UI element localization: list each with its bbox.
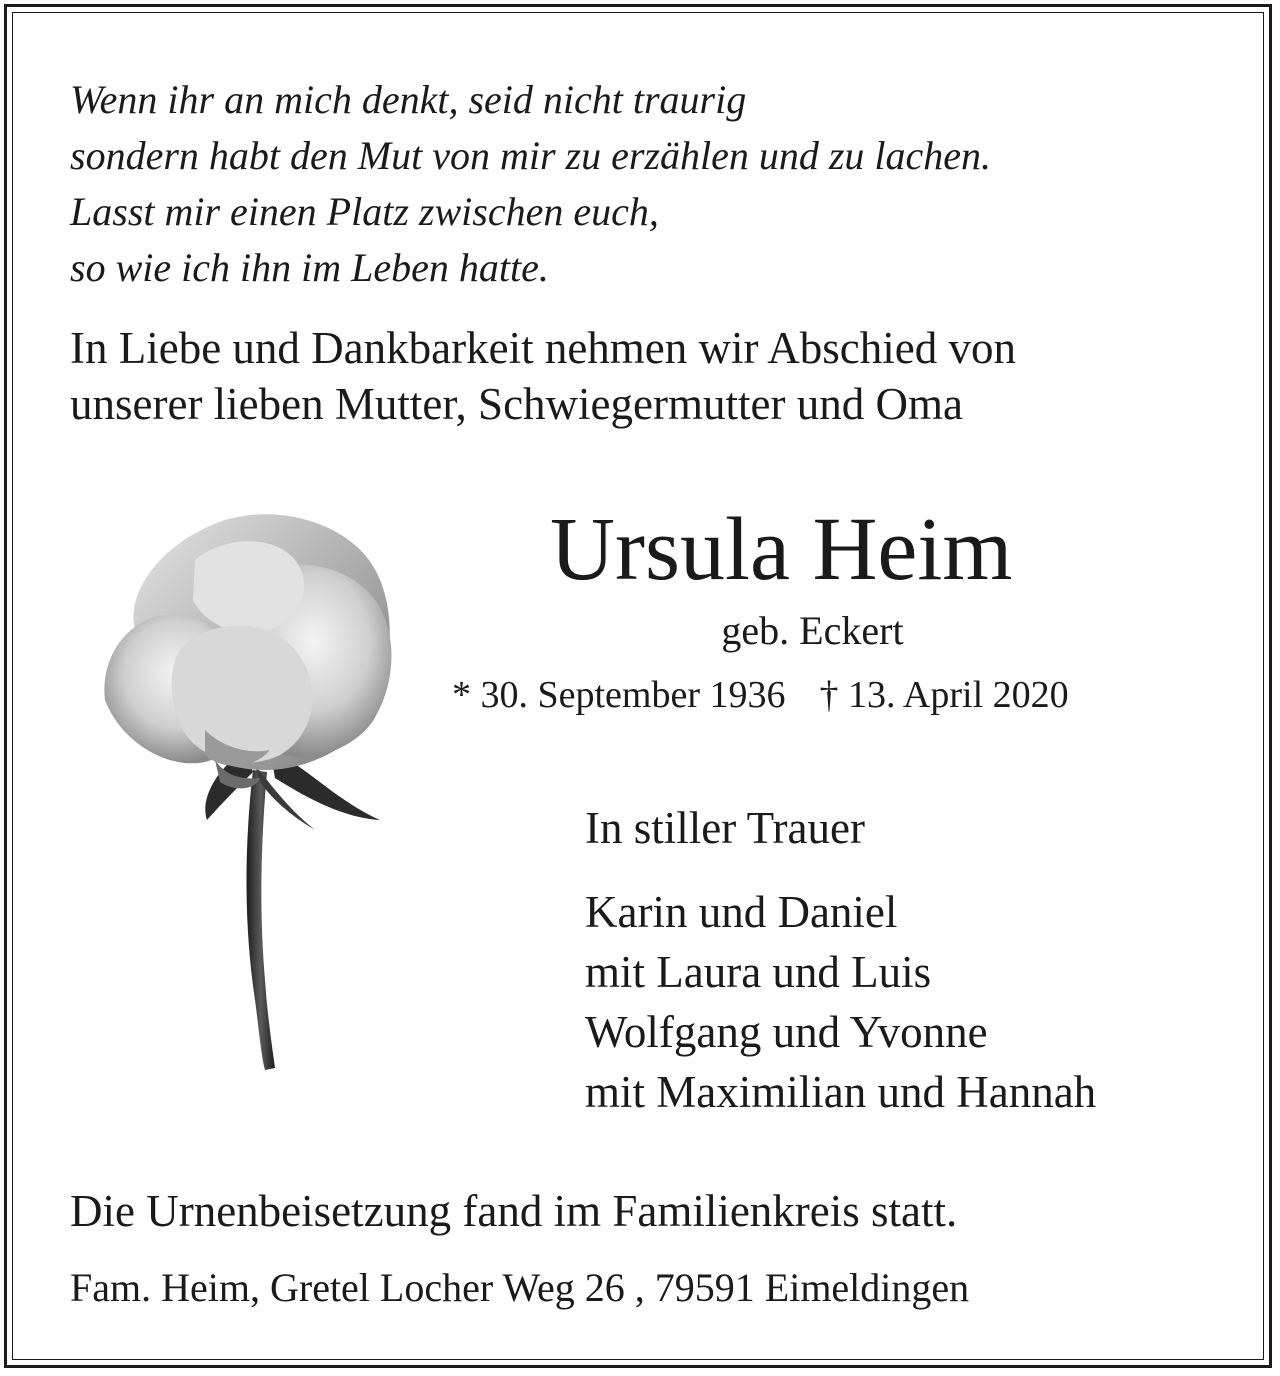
deceased-name: Ursula Heim [550,500,1013,599]
mourner-line: Wolfgang und Yvonne [585,1007,988,1057]
farewell-line: In Liebe und Dankbarkeit nehmen wir Abschied von [70,323,1016,373]
family-address: Fam. Heim, Gretel Locher Weg 26 , 79591 Eimeldingen [70,1265,970,1310]
rose-image [95,500,415,1080]
poem-line: so wie ich ihn im Leben hatte. [70,245,549,290]
burial-note: Die Urnenbeisetzung fand im Familienkreis statt. [70,1186,958,1236]
memorial-poem [70,72,991,296]
mourner-line: mit Maximilian und Hannah [585,1067,1097,1117]
mourner-line: Karin und Daniel [585,887,898,937]
mourner-line: mit Laura und Luis [585,947,932,997]
life-dates [452,670,1069,720]
poem-line: sondern habt den Mut von mir zu erzählen und zu lachen. [70,133,992,178]
farewell-text [70,320,1016,432]
poem-line: Lasst mir einen Platz zwischen euch, [70,189,659,234]
death-date: † 13. April 2020 [819,674,1069,716]
birth-date: * 30. September 1936 [452,674,786,716]
maiden-name: geb. Eckert [721,608,904,653]
poem-line: Wenn ihr an mich denkt, seid nicht traurig [70,77,747,122]
farewell-line: unserer lieben Mutter, Schwiegermutter und Oma [70,379,963,429]
mourners-list [585,882,1096,1122]
mourning-heading: In stiller Trauer [585,803,865,853]
